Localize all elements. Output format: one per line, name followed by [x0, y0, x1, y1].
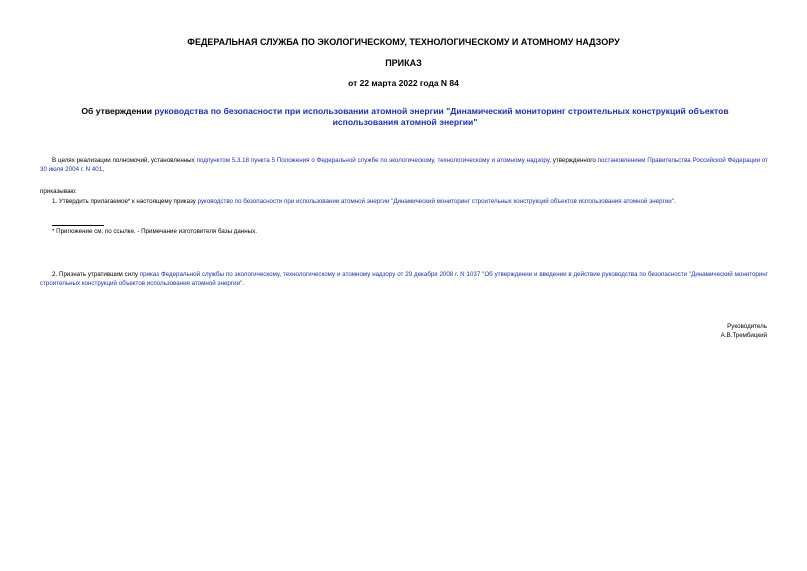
item-2-text-2: .: [242, 280, 244, 287]
item-2-paragraph: [40, 270, 768, 288]
item-1-text-2: .: [673, 198, 676, 205]
footnote-divider: [52, 225, 104, 226]
footnote: * Приложение см. по ссылке. - Примечание изготовителя базы данных.: [52, 228, 257, 235]
document-date-number: от 22 марта 2022 года N 84: [348, 78, 459, 88]
signatory-name: А.В.Трембицкий: [720, 332, 767, 339]
signatory-position: Руководитель: [727, 323, 767, 330]
preamble-text-3: ,: [102, 166, 104, 173]
item-1-text-1: 1. Утвердить прилагаемое* к настоящему приказу: [52, 198, 198, 205]
document-title: [60, 106, 750, 128]
regulation-subclause-link[interactable]: подпунктом 5.3.18 пункта 5 Положения о Федеральной службе по экологическому, технологическому и атомному надзору: [196, 157, 550, 164]
government-decree-link[interactable]: постановлением Правительства Российской Федерации от 30 июля 2004 г. N 401: [40, 157, 768, 173]
signature-block: [721, 322, 767, 340]
preamble-text-2: , утвержденного: [549, 157, 598, 164]
repealed-order-link[interactable]: приказ Федеральной службы по экологическому, технологическому и атомному надзору от 29 декабря 2008 г. N 1037 "Об утверждении и введении в действие руководства по безопасности "Динамический мониторинг строительных конструкций объектов использования атомной энергии": [40, 271, 768, 287]
approved-guide-link[interactable]: руководство по безопасности при использовании атомной энергии "Динамический мониторинг строительных конструкций объектов использования атомной энергии": [197, 198, 674, 205]
preamble-text-1: В целях реализации полномочий, установленных: [52, 157, 197, 164]
title-prefix: Об утверждении: [81, 106, 155, 116]
agency-heading: ФЕДЕРАЛЬНАЯ СЛУЖБА ПО ЭКОЛОГИЧЕСКОМУ, ТЕХНОЛОГИЧЕСКОМУ И АТОМНОМУ НАДЗОРУ: [187, 37, 620, 47]
title-guide-link[interactable]: руководства по безопасности при использовании атомной энергии "Динамический мониторинг строительных конструкций объектов использования атомной энергии": [154, 106, 729, 127]
document-type: ПРИКАЗ: [385, 58, 422, 68]
item-2-text-1: 2. Признать утратившим силу: [52, 271, 140, 278]
preamble-paragraph: [40, 156, 768, 174]
order-word: приказываю:: [40, 188, 77, 195]
item-1-paragraph: [40, 197, 768, 206]
